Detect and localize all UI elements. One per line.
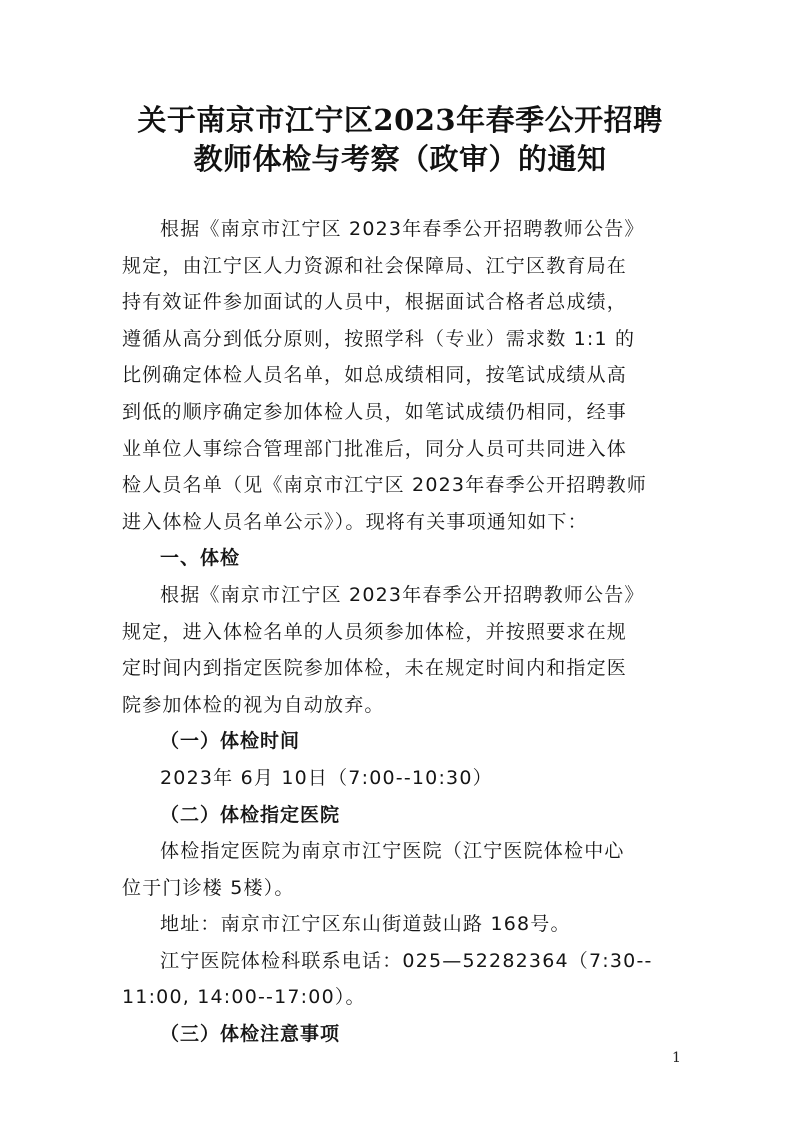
- intro-line: 进入体检人员名单公示》）。现将有关事项通知如下：: [122, 510, 588, 533]
- phone-line: 11:00, 14:00--17:00）。: [122, 986, 366, 1009]
- exam-time-text: 2023年 6月 10日（7:00--10:30）: [160, 766, 493, 789]
- address-line: 地址：南京市江宁区东山街道鼓山路 168号。: [160, 913, 571, 936]
- subheading-exam-notes: （三）体检注意事项: [160, 1023, 341, 1046]
- title-line-1: 关于南京市江宁区2023年春季公开招聘: [137, 103, 663, 137]
- intro-line: 根据《南京市江宁区 2023年春季公开招聘教师公告》: [160, 218, 645, 240]
- intro-line: 持有效证件参加面试的人员中，根据面试合格者总成绩，: [122, 291, 628, 314]
- section1-line: 院参加体检的视为自动放弃。: [122, 693, 385, 716]
- intro-line: 比例确定体检人员名单，如总成绩相同，按笔试成绩从高: [122, 364, 628, 387]
- subheading-exam-time: （一）体检时间: [160, 730, 301, 753]
- intro-line: 业单位人事综合管理部门批准后，同分人员可共同进入体: [122, 437, 628, 460]
- page-number: 1: [672, 1050, 681, 1066]
- subheading-designated-hospital: （二）体检指定医院: [160, 803, 341, 826]
- hospital-line: 体检指定医院为南京市江宁医院（江宁医院体检中心: [160, 840, 625, 863]
- section1-line: 规定，进入体检名单的人员须参加体检，并按照要求在规: [122, 620, 628, 643]
- section1-line: 根据《南京市江宁区 2023年春季公开招聘教师公告》: [160, 583, 645, 606]
- title-line-2: 教师体检与考察（政审）的通知: [193, 142, 607, 176]
- intro-line: 到低的顺序确定参加体检人员，如笔试成绩仍相同，经事: [122, 400, 628, 423]
- document-body: [122, 211, 677, 1053]
- phone-line: 江宁医院体检科联系电话：025—52282364（7:30--: [160, 949, 653, 972]
- section1-line: 定时间内到指定医院参加体检，未在规定时间内和指定医: [122, 657, 628, 680]
- hospital-line: 位于门诊楼 5楼）。: [122, 876, 295, 899]
- section-heading-physical-exam: 一、体检: [160, 547, 241, 570]
- intro-line: 检人员名单（见《南京市江宁区 2023年春季公开招聘教师: [122, 474, 647, 497]
- intro-line: 遵循从高分到低分原则，按照学科（专业）需求数 1:1 的: [122, 327, 636, 350]
- intro-line: 规定，由江宁区人力资源和社会保障局、江宁区教育局在: [122, 254, 628, 277]
